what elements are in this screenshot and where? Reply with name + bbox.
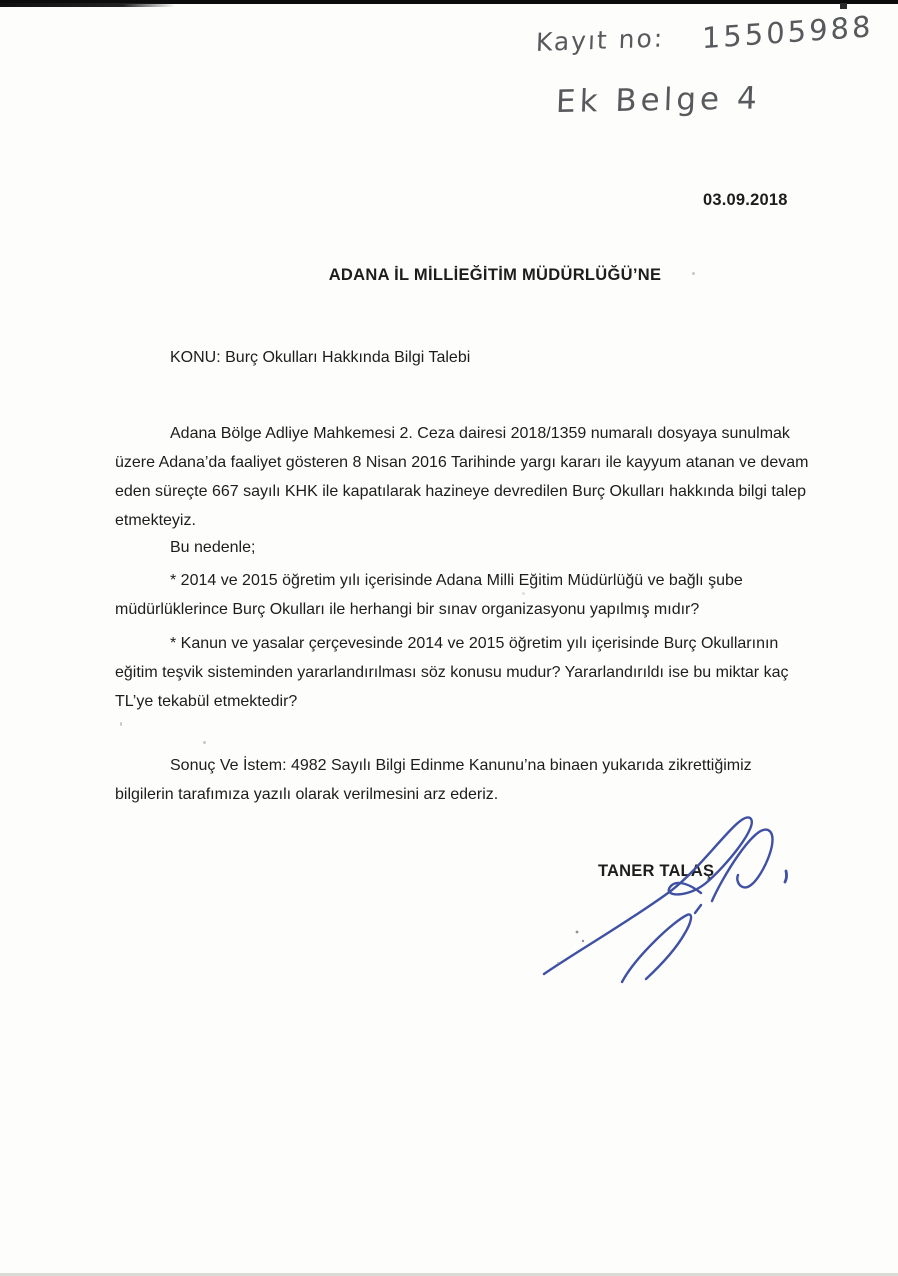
body-paragraph-conclusion: Sonuç Ve İstem: 4982 Sayılı Bilgi Edinme Kanunu’na binaen yukarıda zikrettiğimiz bilgilerin tarafımıza yazılı olarak verilmesini arz ederiz.	[115, 757, 752, 803]
registration-number: 15505988	[702, 9, 874, 56]
body-paragraph-question-2: * Kanun ve yasalar çerçevesinde 2014 ve 2015 öğretim yılı içerisinde Burç Okullarının eğitim teşvik sisteminden yararlandırılması söz konusu mudur? Yararlandırıldı ise bu miktar kaç TL’ye tekabül etmektedir?	[115, 635, 789, 710]
subject-line: KONU: Burç Okulları Hakkında Bilgi Talebi	[170, 349, 471, 366]
registration-label: Kayıt no:	[535, 23, 665, 58]
scan-edge-top-left	[0, 3, 175, 7]
scan-speck	[692, 272, 695, 275]
handwritten-attachment-note: Ek Belge 4	[555, 80, 762, 121]
body-paragraph-lead-in: Bu nedenle;	[170, 539, 256, 556]
recipient-line: ADANA İL MİLLİEĞİTİM MÜDÜRLÜĞÜ’NE	[328, 266, 662, 284]
scan-speck	[120, 722, 122, 726]
handwritten-registration	[535, 9, 874, 58]
scan-speck	[203, 741, 206, 744]
letter-date: 03.09.2018	[703, 191, 788, 209]
scan-edge-notch	[840, 3, 847, 9]
signatory-name: TANER TALAŞ	[598, 862, 715, 880]
body-paragraph-intro: Adana Bölge Adliye Mahkemesi 2. Ceza dairesi 2018/1359 numaralı dosyaya sunulmak üzere Adana’da faaliyet gösteren 8 Nisan 2016 Tarihinde yargı kararı ile kayyum atanan ve devam eden süreçte 667 sayılı KHK ile kapatılarak hazineye devredilen Burç Okulları hakkında bilgi talep etmekteyiz.	[115, 425, 809, 529]
body-paragraph-question-1: * 2014 ve 2015 öğretim yılı içerisinde Adana Milli Eğitim Müdürlüğü ve bağlı şube müdürlüklerince Burç Okulları ile herhangi bir sınav organizasyonu yapılmış mıdır?	[115, 572, 743, 618]
signature-ink	[510, 795, 820, 1000]
scan-speck	[522, 592, 525, 595]
